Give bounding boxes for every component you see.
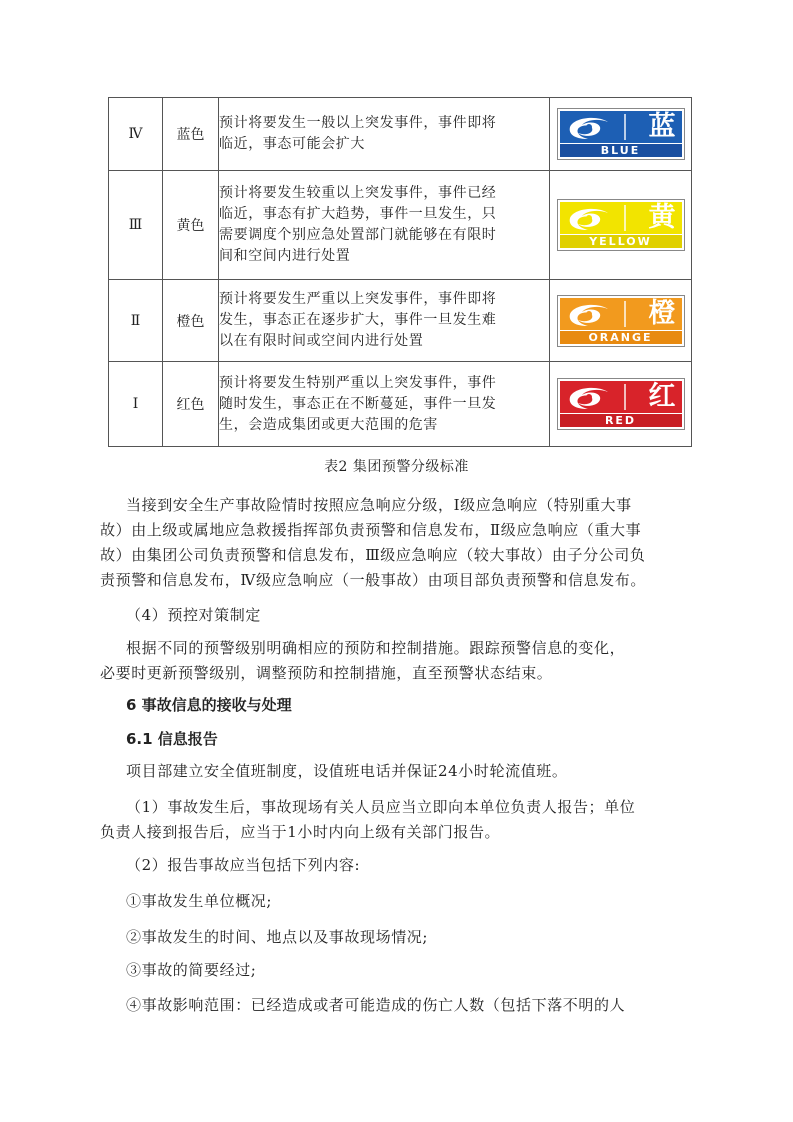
section-heading-6: 6 事故信息的接收与处理 xyxy=(126,696,292,714)
level-cell: Ⅲ xyxy=(109,171,163,280)
para-first-line: 当接到安全生产事故险情时按照应急响应分级，Ⅰ级应急响应（特别重大事 xyxy=(126,496,632,514)
sign-top xyxy=(560,298,682,330)
sign-char: 橙 xyxy=(648,297,676,329)
sign-divider xyxy=(624,384,626,410)
section-heading-6-1: 6.1 信息报告 xyxy=(126,730,218,748)
desc-line: 预计将要发生严重以上突发事件，事件即将 xyxy=(219,291,497,307)
typhoon-icon xyxy=(568,300,612,328)
color-cell: 蓝色 xyxy=(163,98,219,171)
sign-char: 黄 xyxy=(648,202,676,233)
sign-divider xyxy=(624,301,626,327)
para-line: 必要时更新预警级别，调整预防和控制措施，直至预警状态结束。 xyxy=(100,664,553,682)
sign-top xyxy=(560,202,682,234)
level-cell: Ⅳ xyxy=(109,98,163,171)
signal-cell xyxy=(550,362,692,447)
para-first-line: 根据不同的预警级别明确相应的预防和控制措施。跟踪预警信息的变化， xyxy=(126,639,626,657)
sign-divider xyxy=(624,205,626,231)
description-cell xyxy=(219,171,550,280)
desc-line: 以在有限时间或空间内进行处置 xyxy=(219,333,424,349)
item-4-heading: （4）预控对策制定 xyxy=(126,606,261,624)
orange-warning-sign xyxy=(557,295,685,347)
signal-cell xyxy=(550,98,692,171)
desc-line: 生，会造成集团或更大范围的危害 xyxy=(219,416,438,433)
sign-char: 红 xyxy=(648,381,676,412)
table-row xyxy=(109,362,692,447)
table-caption: 表2 集团预警分级标准 xyxy=(324,459,469,475)
description-cell xyxy=(219,362,550,447)
typhoon-icon xyxy=(568,383,612,411)
paragraph-duty-system: 项目部建立安全值班制度，设值班电话并保证24小时轮流值班。 xyxy=(126,762,568,780)
paragraph-report-step-2: （2）报告事故应当包括下列内容: xyxy=(126,856,361,874)
para-line: 责预警和信息发布，Ⅳ级应急响应（一般事故）由项目部负责预警和信息发布。 xyxy=(100,571,646,589)
para-line: 故）由上级或属地应急救援指挥部负责预警和信息发布，Ⅱ级应急响应（重大事 xyxy=(100,521,642,539)
desc-line: 预计将要发生较重以上突发事件，事件已经 xyxy=(219,185,497,201)
desc-line: 间和空间内进行处置 xyxy=(219,248,351,264)
sign-label: YELLOW xyxy=(560,235,682,248)
desc-line: 预计将要发生一般以上突发事件，事件即将 xyxy=(219,115,497,131)
para-line: 故）由集团公司负责预警和信息发布，Ⅲ级应急响应（较大事故）由子分公司负 xyxy=(100,546,646,564)
signal-cell xyxy=(550,280,692,362)
level-cell: Ⅰ xyxy=(109,362,163,447)
para-first-line: （1）事故发生后，事故现场有关人员应当立即向本单位负责人报告；单位 xyxy=(126,798,636,816)
paragraph-response-levels xyxy=(100,493,692,593)
yellow-warning-sign xyxy=(557,199,685,251)
warning-level-table xyxy=(108,97,692,447)
color-cell: 黄色 xyxy=(163,171,219,280)
table-row xyxy=(109,98,692,171)
typhoon-icon xyxy=(568,113,612,141)
sign-label: RED xyxy=(560,414,682,427)
para-line: 负责人接到报告后，应当于1小时内向上级有关部门报告。 xyxy=(100,823,501,841)
paragraph-countermeasures xyxy=(100,636,692,686)
sign-label: BLUE xyxy=(560,144,682,157)
red-warning-sign xyxy=(557,378,685,430)
color-cell: 橙色 xyxy=(163,280,219,362)
list-item: ①事故发生单位概况; xyxy=(126,892,273,910)
signal-cell xyxy=(550,171,692,280)
sign-char: 蓝 xyxy=(648,111,676,142)
desc-line: 预计将要发生特别严重以上突发事件，事件 xyxy=(219,374,497,391)
table-row xyxy=(109,280,692,362)
typhoon-icon xyxy=(568,204,612,232)
sign-top xyxy=(560,381,682,413)
desc-line: 发生，事态正在逐步扩大，事件一旦发生难 xyxy=(219,312,497,328)
desc-line: 临近，事态有扩大趋势，事件一旦发生，只 xyxy=(219,206,497,222)
list-item: ②事故发生的时间、地点以及事故现场情况; xyxy=(126,928,429,946)
desc-line: 临近，事态可能会扩大 xyxy=(219,136,365,152)
description-cell xyxy=(219,280,550,362)
level-cell: Ⅱ xyxy=(109,280,163,362)
sign-top xyxy=(560,111,682,143)
sign-label: ORANGE xyxy=(560,331,682,344)
color-cell: 红色 xyxy=(163,362,219,447)
description-cell xyxy=(219,98,550,171)
paragraph-report-step-1 xyxy=(100,795,692,845)
desc-line: 需要调度个别应急处置部门就能够在有限时 xyxy=(219,227,497,243)
sign-divider xyxy=(624,114,626,140)
table-row xyxy=(109,171,692,280)
list-item: ③事故的简要经过; xyxy=(126,961,257,979)
list-item: ④事故影响范围：已经造成或者可能造成的伤亡人数（包括下落不明的人 xyxy=(126,996,626,1014)
blue-warning-sign xyxy=(557,108,685,160)
desc-line: 随时发生，事态正在不断蔓延，事件一旦发 xyxy=(219,395,497,412)
